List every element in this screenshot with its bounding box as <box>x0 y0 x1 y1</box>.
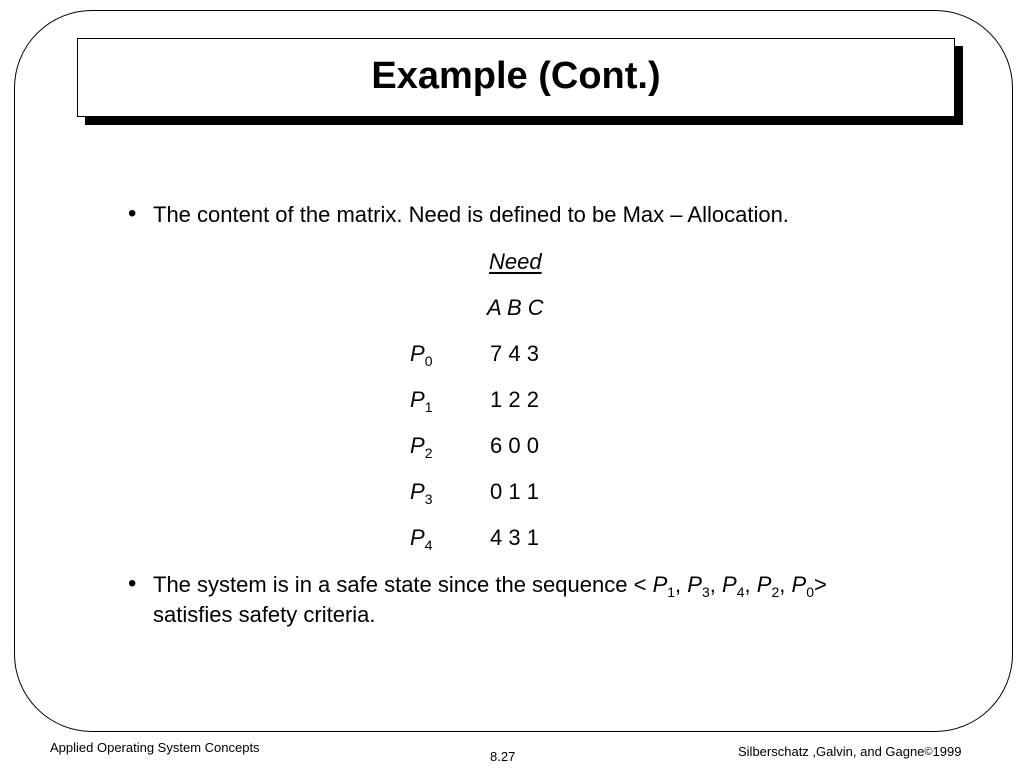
bullet-2-prefix: The system is in a safe state since the sequence < <box>153 572 647 597</box>
process-label: $P_3$ <box>410 479 433 507</box>
matrix-columns: A B C <box>487 295 544 320</box>
bullet-1-text: The content of the matrix. Need is defined to be Max – Allocation. <box>153 202 789 227</box>
footer-page-number: 8.27 <box>490 749 516 764</box>
process-label: $P_1$ <box>410 387 433 415</box>
title-box <box>77 38 955 117</box>
bullet-point-icon: • <box>128 200 137 227</box>
slide-title: Example (Cont.) <box>371 54 661 97</box>
safe-sequence: $P_1$, $P_3$, $P_4$, $P_2$, $P_0$ <box>652 572 814 600</box>
need-values: 0 1 1 <box>490 479 539 504</box>
footer-authors: Silberschatz ,Galvin, and Gagne©1999 <box>738 744 962 759</box>
bullet-2-text: The system is in a safe state since the sequence < $P_1$, $P_3$, $P_4$, $P_2$, $P_0>$ <box>153 572 827 600</box>
need-values: 6 0 0 <box>490 433 539 458</box>
process-label: $P_2$ <box>410 433 433 461</box>
process-label: $P_0$ <box>410 341 433 369</box>
need-values: 7 4 3 <box>490 341 539 366</box>
need-values: 1 2 2 <box>490 387 539 412</box>
need-values: 4 3 1 <box>490 525 539 550</box>
bullet-point-icon: • <box>128 570 137 597</box>
copyright-icon: © <box>924 746 933 758</box>
footer-book-title: Applied Operating System Concepts <box>50 740 260 755</box>
bullet-2-line2: satisfies safety criteria. <box>153 602 376 627</box>
matrix-heading: Need <box>489 249 542 274</box>
process-label: $P_4$ <box>410 525 433 553</box>
